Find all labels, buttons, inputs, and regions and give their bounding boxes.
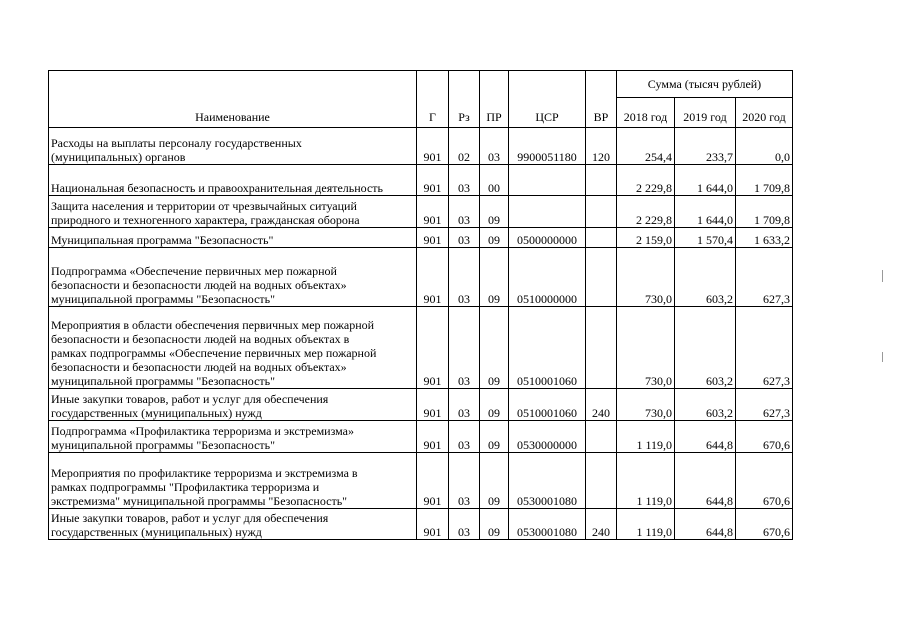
header-name: Наименование xyxy=(49,71,417,128)
row-rz: 03 xyxy=(449,196,480,228)
row-value-2019: 603,2 xyxy=(675,248,736,307)
row-rz: 03 xyxy=(449,421,480,453)
row-rz: 03 xyxy=(449,248,480,307)
row-vr xyxy=(586,248,617,307)
row-value-2020: 670,6 xyxy=(736,421,793,453)
row-pr: 09 xyxy=(480,509,509,540)
row-name: Мероприятия в области обеспечения первичных мер пожарной безопасности и безопасности людей на водных объектах в рамках подпрограммы «Обеспечение первичных мер пожарной безопасности и безопасности людей на водных объектах» муниципальной программы "Безопасность" xyxy=(49,307,417,389)
row-value-2018: 2 159,0 xyxy=(617,228,675,248)
row-value-2019: 1 570,4 xyxy=(675,228,736,248)
row-pr: 09 xyxy=(480,389,509,421)
table-row xyxy=(49,453,793,509)
row-vr xyxy=(586,421,617,453)
row-value-2020: 1 709,8 xyxy=(736,165,793,196)
header-year-2019: 2019 год xyxy=(675,98,736,128)
table-row xyxy=(49,165,793,196)
row-csr: 0530000000 xyxy=(509,421,586,453)
table-row xyxy=(49,307,793,389)
row-pr: 09 xyxy=(480,196,509,228)
row-csr: 9900051180 xyxy=(509,128,586,165)
row-g: 901 xyxy=(417,421,449,453)
row-value-2019: 603,2 xyxy=(675,307,736,389)
row-value-2019: 233,7 xyxy=(675,128,736,165)
table-row xyxy=(49,389,793,421)
table-row xyxy=(49,196,793,228)
row-csr: 0510000000 xyxy=(509,248,586,307)
row-value-2018: 730,0 xyxy=(617,248,675,307)
row-csr: 0530001080 xyxy=(509,509,586,540)
row-vr xyxy=(586,228,617,248)
row-g: 901 xyxy=(417,453,449,509)
budget-table xyxy=(48,70,793,540)
row-vr xyxy=(586,453,617,509)
row-g: 901 xyxy=(417,196,449,228)
row-vr: 240 xyxy=(586,389,617,421)
table-row xyxy=(49,421,793,453)
row-g: 901 xyxy=(417,509,449,540)
row-rz: 03 xyxy=(449,165,480,196)
row-value-2018: 1 119,0 xyxy=(617,453,675,509)
row-value-2020: 627,3 xyxy=(736,307,793,389)
row-value-2018: 1 119,0 xyxy=(617,421,675,453)
row-vr xyxy=(586,307,617,389)
row-value-2020: 627,3 xyxy=(736,248,793,307)
row-g: 901 xyxy=(417,228,449,248)
row-rz: 03 xyxy=(449,228,480,248)
row-name: Иные закупки товаров, работ и услуг для обеспечения государственных (муниципальных) нужд xyxy=(49,389,417,421)
header-rz: Рз xyxy=(449,71,480,128)
row-csr: 0530001080 xyxy=(509,453,586,509)
row-csr: 0510001060 xyxy=(509,307,586,389)
row-pr: 03 xyxy=(480,128,509,165)
row-value-2020: 1 709,8 xyxy=(736,196,793,228)
row-name: Национальная безопасность и правоохранительная деятельность xyxy=(49,165,417,196)
row-pr: 09 xyxy=(480,307,509,389)
row-value-2018: 2 229,8 xyxy=(617,196,675,228)
row-csr xyxy=(509,165,586,196)
row-rz: 03 xyxy=(449,453,480,509)
row-rz: 02 xyxy=(449,128,480,165)
table-row xyxy=(49,128,793,165)
row-value-2018: 2 229,8 xyxy=(617,165,675,196)
header-year-2018: 2018 год xyxy=(617,98,675,128)
row-value-2020: 670,6 xyxy=(736,509,793,540)
row-vr: 120 xyxy=(586,128,617,165)
row-name: Защита населения и территории от чрезвычайных ситуаций природного и техногенного характера, гражданская оборона xyxy=(49,196,417,228)
row-rz: 03 xyxy=(449,509,480,540)
row-value-2019: 1 644,0 xyxy=(675,196,736,228)
row-name: Иные закупки товаров, работ и услуг для обеспечения государственных (муниципальных) нужд xyxy=(49,509,417,540)
row-vr: 240 xyxy=(586,509,617,540)
row-g: 901 xyxy=(417,389,449,421)
row-g: 901 xyxy=(417,248,449,307)
row-g: 901 xyxy=(417,307,449,389)
row-name: Подпрограмма «Профилактика терроризма и экстремизма» муниципальной программы "Безопасность" xyxy=(49,421,417,453)
table-row xyxy=(49,248,793,307)
row-csr: 0510001060 xyxy=(509,389,586,421)
row-value-2020: 1 633,2 xyxy=(736,228,793,248)
header-sum-title: Сумма (тысяч рублей) xyxy=(617,71,793,98)
row-value-2019: 1 644,0 xyxy=(675,165,736,196)
row-value-2018: 730,0 xyxy=(617,389,675,421)
row-pr: 09 xyxy=(480,421,509,453)
row-pr: 09 xyxy=(480,248,509,307)
row-csr: 0500000000 xyxy=(509,228,586,248)
row-csr xyxy=(509,196,586,228)
header-row-top xyxy=(49,71,793,98)
row-value-2018: 1 119,0 xyxy=(617,509,675,540)
header-year-2020: 2020 год xyxy=(736,98,793,128)
row-value-2020: 0,0 xyxy=(736,128,793,165)
header-csr: ЦСР xyxy=(509,71,586,128)
row-pr: 09 xyxy=(480,228,509,248)
row-value-2020: 627,3 xyxy=(736,389,793,421)
row-rz: 03 xyxy=(449,307,480,389)
row-g: 901 xyxy=(417,165,449,196)
row-value-2019: 644,8 xyxy=(675,453,736,509)
row-value-2019: 644,8 xyxy=(675,421,736,453)
row-rz: 03 xyxy=(449,389,480,421)
row-value-2019: 603,2 xyxy=(675,389,736,421)
row-value-2018: 730,0 xyxy=(617,307,675,389)
row-vr xyxy=(586,165,617,196)
row-name: Подпрограмма «Обеспечение первичных мер пожарной безопасности и безопасности людей на водных объектах» муниципальной программы "Безопасность" xyxy=(49,248,417,307)
header-pr: ПР xyxy=(480,71,509,128)
row-pr: 09 xyxy=(480,453,509,509)
row-value-2020: 670,6 xyxy=(736,453,793,509)
row-value-2019: 644,8 xyxy=(675,509,736,540)
row-value-2018: 254,4 xyxy=(617,128,675,165)
table-row xyxy=(49,509,793,540)
table-row xyxy=(49,228,793,248)
row-name: Расходы на выплаты персоналу государственных (муниципальных) органов xyxy=(49,128,417,165)
header-vr: ВР xyxy=(586,71,617,128)
row-name: Муниципальная программа "Безопасность" xyxy=(49,228,417,248)
row-vr xyxy=(586,196,617,228)
margin-mark xyxy=(882,352,883,362)
row-pr: 00 xyxy=(480,165,509,196)
header-g: Г xyxy=(417,71,449,128)
row-g: 901 xyxy=(417,128,449,165)
row-name: Мероприятия по профилактике терроризма и экстремизма в рамках подпрограммы "Профилактика терроризма и экстремизма" муниципальной программы "Безопасность" xyxy=(49,453,417,509)
margin-mark xyxy=(882,270,883,282)
